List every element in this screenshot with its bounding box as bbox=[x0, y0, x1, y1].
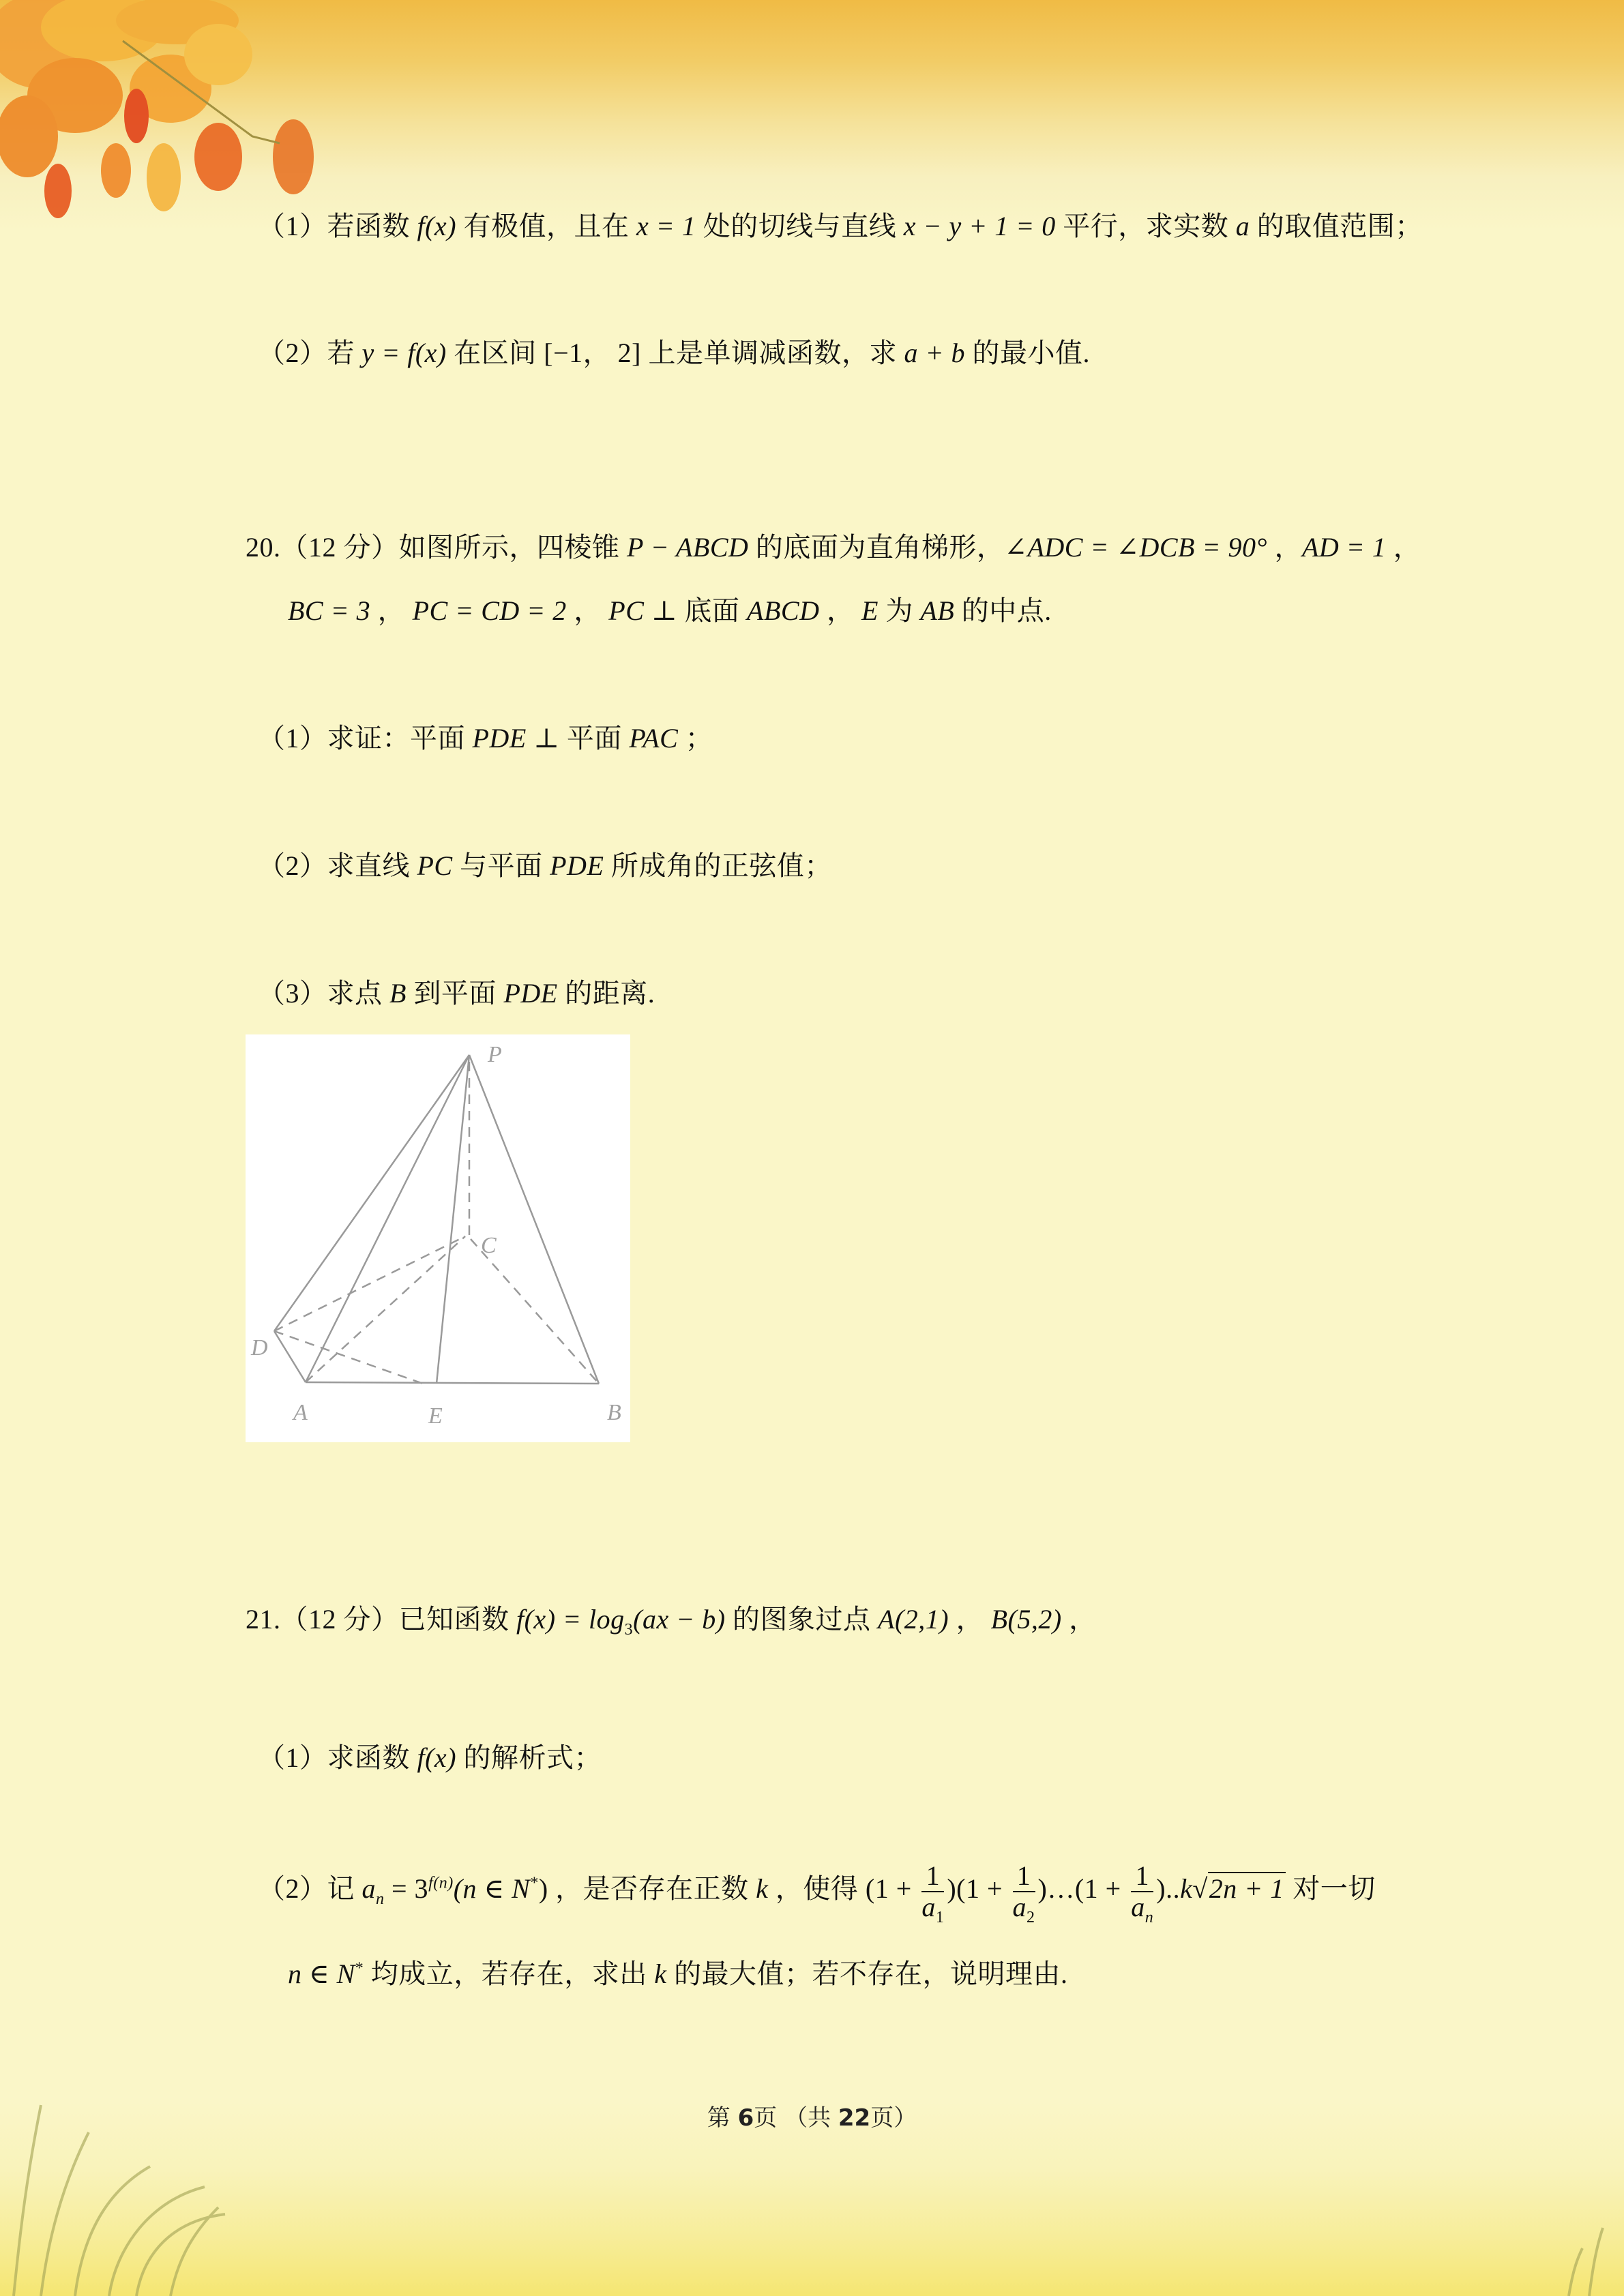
math: ∠ADC = ∠DCB = 90° bbox=[1004, 532, 1267, 563]
pyramid-figure bbox=[246, 1034, 630, 1442]
question-number: 21. bbox=[246, 1604, 281, 1635]
math: AB bbox=[920, 595, 955, 626]
math: f(x) bbox=[417, 211, 457, 241]
math: ) bbox=[947, 1873, 957, 1904]
q20-part1 bbox=[258, 722, 713, 755]
text: 到平面 bbox=[406, 978, 504, 1009]
den-sub: n bbox=[1145, 1908, 1154, 1926]
text: 在区间 bbox=[446, 338, 544, 368]
text: ，是否存在正数 bbox=[548, 1873, 756, 1904]
sqrt-sign: √ bbox=[1192, 1873, 1208, 1904]
text: 求直线 bbox=[327, 850, 417, 881]
math: x − y + 1 = 0 bbox=[903, 211, 1056, 241]
question-number: 20. bbox=[246, 532, 281, 563]
text: 的最大值；若不存在，说明理由. bbox=[666, 1958, 1068, 1989]
text: 的取值范围； bbox=[1250, 211, 1423, 241]
text: 如图所示，四棱锥 bbox=[398, 532, 627, 563]
footer-mid: 页 （共 bbox=[754, 2104, 838, 2132]
math: ) bbox=[1156, 1873, 1166, 1904]
denominator bbox=[1012, 1891, 1035, 1926]
part-label: （2） bbox=[258, 850, 327, 881]
math: PDE bbox=[503, 978, 558, 1009]
text: 已知函数 bbox=[398, 1604, 516, 1635]
superscript: f(n) bbox=[428, 1874, 454, 1892]
text: 的距离. bbox=[557, 978, 655, 1009]
text: 有极值，且在 bbox=[456, 211, 637, 241]
vertex-label-b: B bbox=[607, 1400, 621, 1425]
math: E bbox=[861, 595, 879, 626]
math: (ax − b) bbox=[633, 1604, 726, 1635]
text: 的中点. bbox=[954, 595, 1052, 626]
vertex-label-a: A bbox=[293, 1400, 308, 1425]
math: = 3 bbox=[384, 1873, 429, 1904]
text: 的解析式； bbox=[456, 1742, 602, 1773]
math: PDE bbox=[550, 850, 604, 881]
text: 均成立，若存在，求出 bbox=[364, 1958, 655, 1989]
text: ； bbox=[678, 723, 713, 754]
q21-part2-line2 bbox=[288, 1958, 1068, 1991]
superscript: * bbox=[530, 1874, 539, 1892]
math: f(x) bbox=[417, 1742, 457, 1773]
footer-prefix: 第 bbox=[707, 2104, 738, 2132]
math: a + b bbox=[904, 338, 965, 368]
sqrt-body: 2n + 1 bbox=[1209, 1873, 1284, 1904]
question-score: （12 分） bbox=[280, 1604, 399, 1635]
math: [−1， 2] bbox=[544, 338, 641, 368]
q21-stem bbox=[246, 1603, 1097, 1639]
text: 处的切线与直线 bbox=[696, 211, 904, 241]
pyramid-diagram bbox=[246, 1034, 630, 1442]
q20-stem-line2 bbox=[288, 595, 1052, 627]
text: 所成角的正弦值； bbox=[604, 850, 832, 881]
den-var: a bbox=[1131, 1891, 1145, 1922]
math: n ∈ N bbox=[288, 1958, 355, 1989]
math: ) bbox=[538, 1873, 548, 1904]
math: PC = CD = 2 bbox=[412, 595, 567, 626]
text: 的最小值. bbox=[964, 338, 1090, 368]
math: (1 + bbox=[865, 1873, 919, 1904]
math: k bbox=[756, 1873, 769, 1904]
math: ) bbox=[1037, 1873, 1048, 1904]
text: ， bbox=[370, 595, 413, 626]
text: 求函数 bbox=[327, 1742, 417, 1773]
text: 求点 bbox=[327, 978, 389, 1009]
text: 平行，求实数 bbox=[1055, 211, 1236, 241]
part-label: （1） bbox=[258, 211, 327, 241]
math: f(x) = log bbox=[516, 1604, 625, 1635]
math: B(5,2) bbox=[990, 1604, 1062, 1635]
q20-stem-line1 bbox=[246, 531, 1421, 564]
math: PC bbox=[417, 850, 453, 881]
numerator: 1 bbox=[921, 1861, 944, 1892]
part-label: （1） bbox=[258, 723, 327, 754]
total-pages: 22 bbox=[838, 2104, 871, 2132]
text: 记 bbox=[327, 1873, 362, 1904]
part-label: （2） bbox=[258, 1873, 327, 1904]
numerator: 1 bbox=[1131, 1861, 1153, 1892]
math: PC bbox=[608, 595, 645, 626]
den-var: a bbox=[1012, 1891, 1027, 1922]
math: A(2,1) bbox=[878, 1604, 949, 1635]
part-label: （1） bbox=[258, 1742, 327, 1773]
text: ，使得 bbox=[768, 1873, 866, 1904]
superscript: * bbox=[355, 1959, 364, 1978]
q19-part1 bbox=[258, 210, 1423, 243]
den-sub: 1 bbox=[935, 1908, 945, 1926]
math: k bbox=[654, 1958, 667, 1989]
math: a bbox=[361, 1873, 376, 1904]
vertex-label-c: C bbox=[481, 1233, 497, 1258]
text: ⊥ 底面 bbox=[644, 595, 748, 626]
text: 若函数 bbox=[327, 211, 417, 241]
math: x = 1 bbox=[636, 211, 696, 241]
math: (1 + bbox=[956, 1873, 1010, 1904]
log-base: 3 bbox=[624, 1621, 634, 1639]
math: BC = 3 bbox=[288, 595, 371, 626]
text: 上是单调减函数，求 bbox=[640, 338, 904, 368]
math: B bbox=[389, 978, 407, 1009]
den-sub: 2 bbox=[1027, 1908, 1035, 1926]
text: 求证：平面 bbox=[327, 723, 473, 754]
text: ， bbox=[949, 1604, 991, 1635]
math: y = f(x) bbox=[361, 338, 447, 368]
maple-leaves-decoration bbox=[0, 0, 341, 218]
denominator bbox=[921, 1891, 945, 1926]
ellipsis: … bbox=[1047, 1873, 1075, 1904]
math: AD = 1 bbox=[1301, 532, 1387, 563]
math: ABCD bbox=[747, 595, 820, 626]
footer-suffix: 页） bbox=[870, 2104, 917, 2132]
q20-part2 bbox=[258, 850, 832, 882]
text: 对一切 bbox=[1285, 1873, 1376, 1904]
numerator: 1 bbox=[1013, 1861, 1035, 1892]
denominator bbox=[1131, 1891, 1154, 1926]
math: PAC bbox=[629, 723, 679, 754]
vertex-label-d: D bbox=[251, 1335, 268, 1360]
text: 为 bbox=[878, 595, 921, 626]
question-score: （12 分） bbox=[280, 532, 399, 563]
part-label: （2） bbox=[258, 338, 327, 368]
q21-part2-line1 bbox=[258, 1855, 1376, 1926]
vertex-label-e: E bbox=[428, 1403, 443, 1429]
text: 的图象过点 bbox=[725, 1604, 879, 1635]
math: P − ABCD bbox=[627, 532, 749, 563]
text: ， bbox=[819, 595, 861, 626]
q19-part2 bbox=[258, 337, 1090, 370]
dots: .. bbox=[1166, 1873, 1181, 1904]
text: 若 bbox=[327, 338, 362, 368]
text: 的底面为直角梯形， bbox=[748, 532, 1005, 563]
math: k bbox=[1180, 1873, 1193, 1904]
subscript: n bbox=[376, 1890, 385, 1908]
text: 与平面 bbox=[452, 850, 550, 881]
text: ， bbox=[1061, 1604, 1097, 1635]
fraction-1 bbox=[921, 1860, 945, 1926]
text: ⊥ 平面 bbox=[526, 723, 630, 754]
fraction-2 bbox=[1012, 1860, 1035, 1926]
math: a bbox=[1235, 211, 1250, 241]
den-var: a bbox=[921, 1891, 936, 1922]
fraction-n bbox=[1131, 1860, 1154, 1926]
page-footer bbox=[0, 2099, 1624, 2132]
text: ， bbox=[1386, 532, 1421, 563]
vertex-label-p: P bbox=[488, 1042, 502, 1067]
text: ， bbox=[1267, 532, 1302, 563]
math: PDE bbox=[472, 723, 527, 754]
part-label: （3） bbox=[258, 978, 327, 1009]
math: (1 + bbox=[1074, 1873, 1129, 1904]
q21-part1 bbox=[258, 1742, 602, 1774]
math: (n ∈ N bbox=[453, 1873, 531, 1904]
text: ， bbox=[566, 595, 609, 626]
q20-part3 bbox=[258, 977, 655, 1010]
current-page: 6 bbox=[737, 2104, 754, 2132]
